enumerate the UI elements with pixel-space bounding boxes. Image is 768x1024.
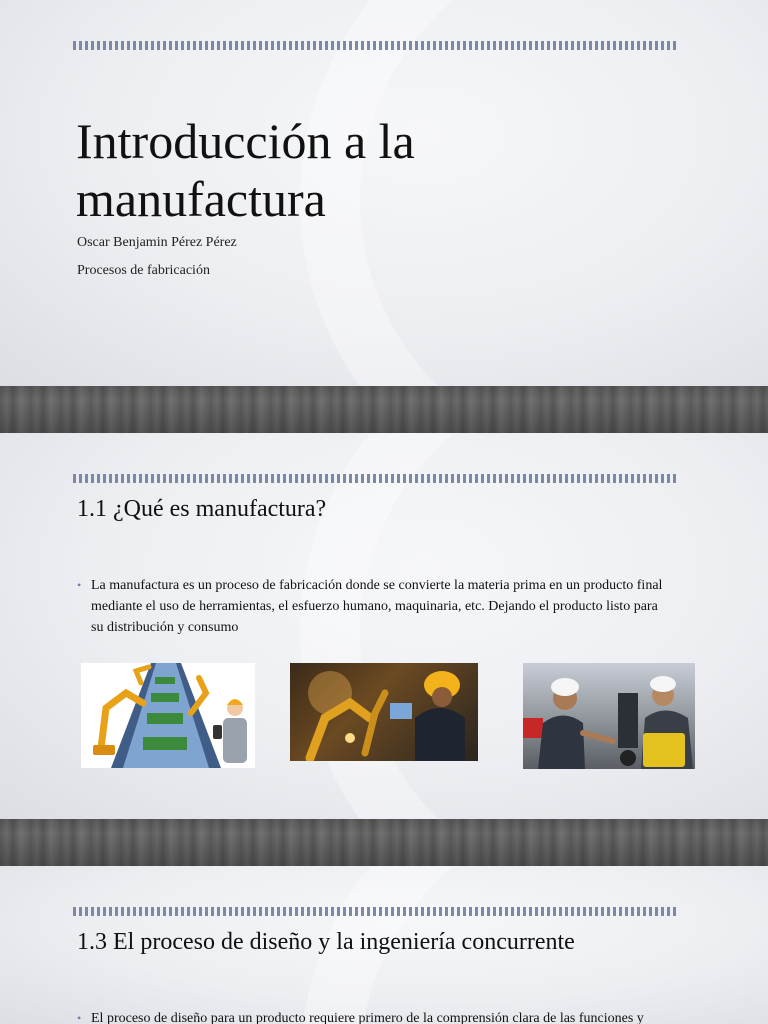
slide-separator (0, 819, 768, 866)
course-name: Procesos de fabricación (77, 263, 210, 278)
bullet-text: • El proceso de diseño para un producto requiere primero de la comprensión clara de las funciones y (77, 1008, 671, 1024)
author-name: Oscar Benjamin Pérez Pérez (77, 235, 237, 250)
slide-heading: 1.1 ¿Qué es manufactura? (77, 496, 327, 522)
bullet-icon: • (77, 578, 82, 592)
decorative-bar (73, 474, 677, 483)
slide-title (0, 0, 768, 386)
robot-arm-factory-worker-photo (290, 663, 478, 761)
slide-design-process (0, 866, 768, 1024)
slide-what-is-manufacturing (0, 433, 768, 819)
slide-separator (0, 386, 768, 433)
slide-heading: 1.3 El proceso de diseño y la ingeniería concurrente (77, 929, 575, 955)
bullet-text: • La manufactura es un proceso de fabricación donde se convierte la materia prima en un producto final mediante el uso de herramientas, el esfuerzo humano, maquinaria, etc. Dejando el producto listo para su distribución y consumo (77, 575, 671, 638)
factory-workers-photo (523, 663, 695, 769)
robot-assembly-line-illustration (81, 663, 255, 768)
bullet-icon: • (77, 1011, 82, 1024)
presentation-title: Introducción a la manufactura (76, 113, 415, 227)
decorative-bar (73, 907, 677, 916)
decorative-bar (73, 41, 677, 50)
